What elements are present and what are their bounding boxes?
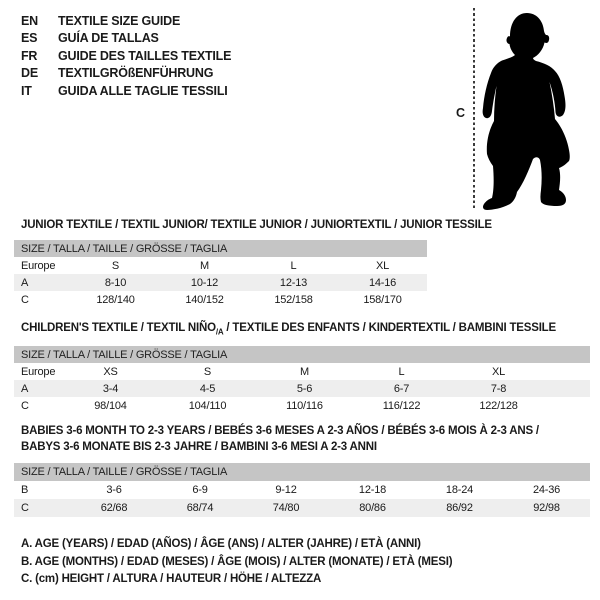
row-label-cell: A (14, 380, 62, 397)
legend-line-b: B. AGE (MONTHS) / EDAD (MESES) / ÂGE (MOIS) / ALTER (MONATE) / ETÀ (MESI) (21, 555, 453, 568)
cell: 6-7 (353, 380, 450, 397)
table-row (14, 274, 427, 291)
lang-label: TEXTILGRÖßENFÜHRUNG (58, 66, 214, 81)
children-size-table (14, 346, 590, 414)
cell: 12-18 (358, 484, 387, 496)
row-label-cell: A (14, 274, 71, 291)
height-dotted-line (473, 8, 475, 209)
size-header-bar: SIZE / TALLA / TAILLE / GRÖSSE / TAGLIA (14, 240, 427, 257)
cell: S (203, 365, 212, 378)
size-header-row (14, 240, 427, 257)
junior-table-title: JUNIOR TEXTILE / TEXTIL JUNIOR/ TEXTILE JUNIOR / JUNIORTEXTIL / JUNIOR TESSILE (21, 219, 492, 231)
children-table-title (21, 320, 556, 340)
cell: 68/74 (157, 499, 243, 517)
cell: XS (103, 365, 118, 378)
table-row (14, 363, 590, 380)
cell: 14-16 (338, 274, 427, 291)
lang-label: GUIDA ALLE TAGLIE TESSILI (58, 83, 228, 98)
table-row (14, 257, 427, 274)
cell: 98/104 (94, 399, 127, 412)
filler-cell (547, 363, 590, 380)
cell: 10-12 (160, 274, 249, 291)
lang-code: IT (21, 83, 32, 98)
cell: 158/170 (363, 293, 402, 306)
cell: M (300, 365, 309, 378)
toddler-silhouette-icon (481, 8, 593, 214)
cell: L (398, 365, 405, 378)
lang-row-it (21, 83, 231, 100)
cell: 104/110 (188, 399, 227, 412)
cell: 152/158 (274, 293, 313, 306)
legend-line-c: C. (cm) HEIGHT / ALTURA / HAUTEUR / HÖHE / ALTEZZA (21, 573, 322, 586)
lang-code: FR (21, 48, 38, 63)
table-row (14, 380, 590, 397)
cell: XL (376, 259, 390, 272)
cell: 24-36 (532, 484, 561, 496)
cell: 74/80 (243, 499, 329, 517)
row-label-cell: C (14, 499, 71, 517)
cell: 3-4 (62, 380, 159, 397)
lang-row-de (21, 65, 231, 82)
legend-line-a: A. AGE (YEARS) / EDAD (AÑOS) / ÂGE (ANS) / ALTER (JAHRE) / ETÀ (ANNI) (21, 538, 421, 550)
size-header-row (14, 346, 590, 363)
size-header-bar: SIZE / TALLA / TAILLE / GRÖSSE / TAGLIA (14, 346, 590, 363)
cell: 5-6 (256, 380, 353, 397)
title-line-2: BABYS 3-6 MONATE BIS 2-3 JAHRE / BAMBINI 3-6 MESI A 2-3 ANNI (21, 441, 377, 453)
lang-code: EN (21, 14, 38, 28)
cell: 128/140 (96, 293, 135, 306)
cell: 110/116 (286, 399, 323, 412)
cell: S (111, 259, 120, 272)
title-subscript: /A (215, 327, 224, 337)
cell: 122/128 (479, 399, 518, 412)
cell: 7-8 (450, 380, 547, 397)
table-row (14, 397, 590, 414)
cell: 116/122 (382, 399, 421, 412)
row-label-cell: C (21, 293, 29, 306)
cell: 140/152 (185, 293, 224, 306)
lang-label: TEXTILE SIZE GUIDE (58, 14, 181, 28)
cell: M (200, 259, 209, 272)
cell: 3-6 (106, 484, 122, 496)
cell: 4-5 (159, 380, 256, 397)
babies-table-title (21, 423, 539, 455)
lang-row-es (21, 30, 231, 47)
cell: 92/98 (503, 499, 590, 517)
babies-size-table (14, 463, 590, 517)
cell: 62/68 (71, 499, 157, 517)
cell: L (290, 259, 297, 272)
title-text: CHILDREN'S TEXTILE / TEXTIL NIÑO (21, 322, 216, 334)
cell: 9-12 (275, 484, 297, 496)
cell: 80/86 (329, 499, 416, 517)
cell: 6-9 (192, 484, 208, 496)
filler-cell (547, 397, 590, 414)
title-line-1: BABIES 3-6 MONTH TO 2-3 YEARS / BEBÉS 3-6 MESES A 2-3 AÑOS / BÉBÉS 3-6 MOIS À 2-3 ANS / (21, 425, 539, 437)
lang-code: ES (21, 31, 38, 46)
cell: XL (491, 365, 506, 378)
lang-row-en (21, 13, 231, 30)
filler-cell (547, 380, 590, 397)
table-row (14, 499, 590, 517)
row-label-cell: Europe (21, 365, 56, 378)
table-row (14, 291, 427, 308)
lang-code: DE (21, 66, 38, 81)
language-header (21, 13, 231, 100)
lang-label: GUÍA DE TALLAS (58, 31, 159, 46)
row-label-cell: B (21, 484, 29, 496)
cell: 86/92 (416, 499, 503, 517)
row-label-cell: Europe (21, 259, 56, 272)
size-header-bar: SIZE / TALLA / TAILLE / GRÖSSE / TAGLIA (14, 463, 590, 481)
lang-label: GUIDE DES TAILLES TEXTILE (58, 48, 232, 63)
height-measure-label: C (456, 106, 465, 120)
measure-legend (21, 536, 452, 589)
junior-size-table (14, 240, 427, 308)
size-header-row (14, 463, 590, 481)
cell: 18-24 (445, 484, 474, 496)
cell: 8-10 (71, 274, 160, 291)
lang-row-fr (21, 48, 231, 65)
row-label-cell: C (21, 399, 29, 412)
cell: 12-13 (249, 274, 338, 291)
title-text: / TEXTILE DES ENFANTS / KINDERTEXTIL / BAMBINI TESSILE (223, 322, 556, 334)
table-row (14, 481, 590, 499)
